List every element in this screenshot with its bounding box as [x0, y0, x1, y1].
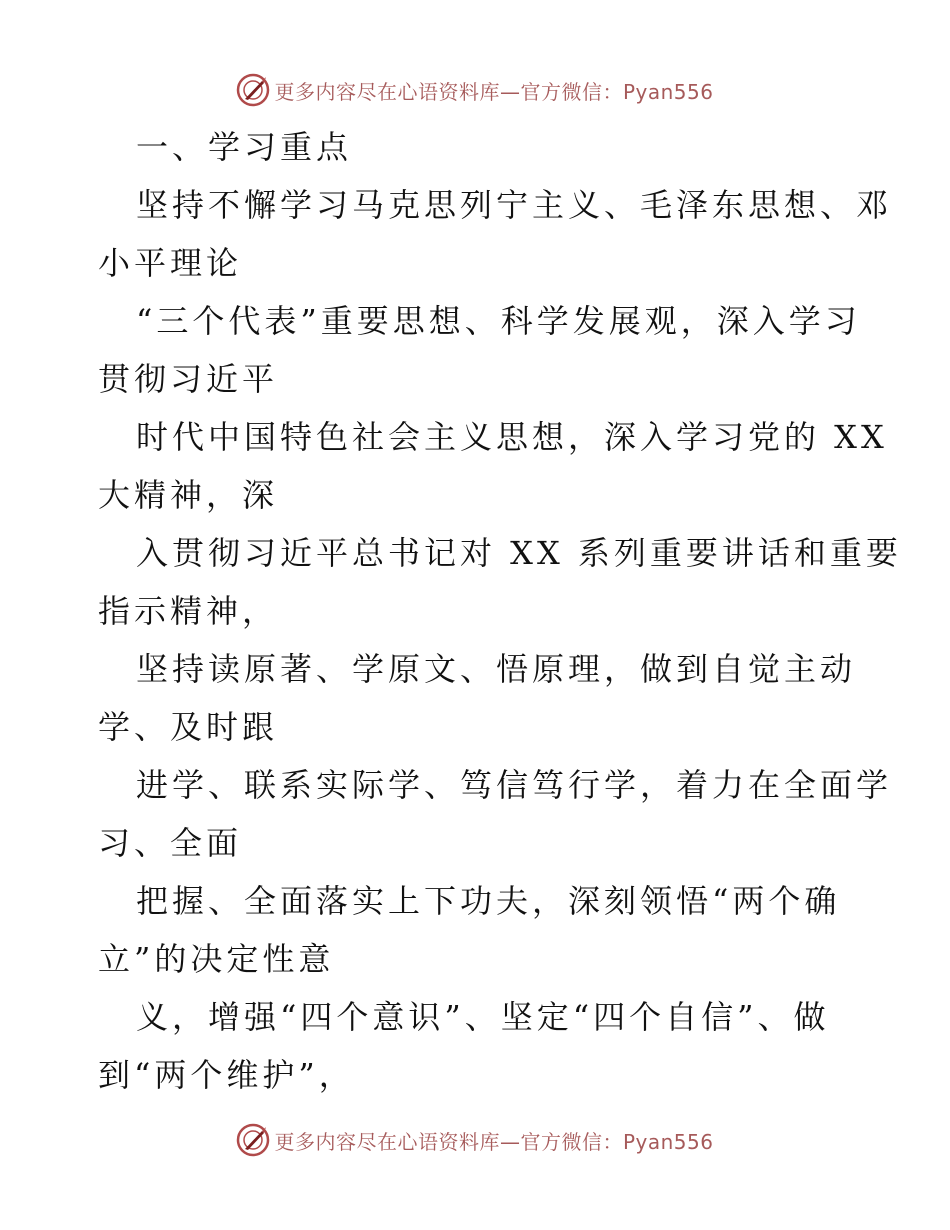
- paragraph-line: 坚持读原著、学原文、悟原理，做到自觉主动: [136, 650, 857, 688]
- paragraph-line: “三个代表”重要思想、科学发展观，深入学习: [136, 302, 861, 340]
- paragraph-line: 把握、全面落实上下功夫，深刻领悟“两个确: [136, 882, 841, 920]
- paragraph-line: 入贯彻习近平总书记对 XX 系列重要讲话和重要: [136, 534, 902, 572]
- paragraph-line: 义，增强“四个意识”、坚定“四个自信”、做: [136, 998, 830, 1036]
- paragraph-line: 到“两个维护”，: [98, 1056, 355, 1094]
- paragraph-line: 进学、联系实际学、笃信笃行学，着力在全面学: [136, 766, 893, 804]
- quill-logo-icon: [236, 1123, 270, 1157]
- paragraph-line: 坚持不懈学习马克思列宁主义、毛泽东思想、邓: [136, 186, 893, 224]
- paragraph-line: 学、及时跟: [98, 708, 279, 746]
- quill-logo-icon: [236, 73, 270, 107]
- paragraph-line: 大精神，深: [98, 476, 279, 514]
- paragraph-line: 时代中国特色社会主义思想，深入学习党的 XX: [136, 418, 888, 456]
- paragraph-line: 指示精神，: [98, 592, 279, 630]
- watermark-header: [0, 70, 950, 110]
- paragraph-line: 习、全面: [98, 824, 243, 862]
- paragraph-line: 贯彻习近平: [98, 360, 279, 398]
- paragraph-line: 立”的决定性意: [98, 940, 335, 978]
- watermark-text: 更多内容尽在心语资料库—官方微信：Pyan556: [274, 1129, 714, 1154]
- section-heading: 一、学习重点: [136, 128, 353, 166]
- document-body: [98, 118, 902, 1104]
- watermark-text: 更多内容尽在心语资料库—官方微信：Pyan556: [274, 79, 714, 104]
- watermark-footer: [0, 1120, 950, 1160]
- paragraph-line: 小平理论: [98, 244, 243, 282]
